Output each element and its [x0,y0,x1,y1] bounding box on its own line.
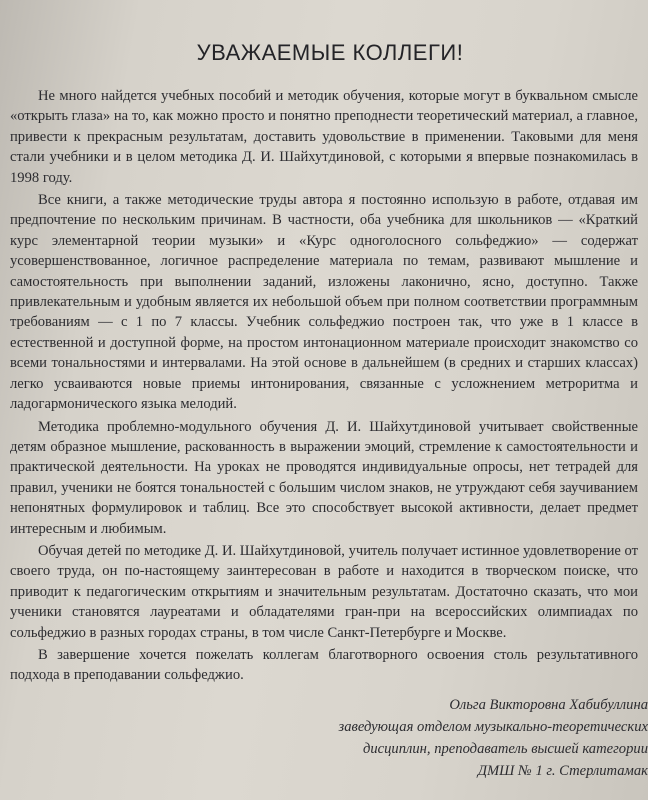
paragraph-3: Методика проблемно-модульного обучения Д. И. Шайхутдиновой учитывает свойственные детям образное мышление, раскованность в выражении эмоций, стремление к самостоятельности и практической деятельности. На уроках не проводятся индивидуальные опросы, нет тетрадей для правил, ученики не боятся тональностей с большим числом знаков, не утруждают себя заучиванием непонятных формулировок и таблиц. Все это способствует высокой активности, делает предмет интересным и любимым. [10,418,638,537]
paragraph-1: Не много найдется учебных пособий и методик обучения, которые могут в буквальном смысле «открыть глаза» на то, как можно просто и понятно преподнести теоретический материал, а главное, привести к прекрасным результатам, доставить удовольствие в применении. Таковыми для меня стали учебники и в целом методика Д. И. Шайхутдиновой, с которыми я впервые познакомилась в 1998 году. [10,88,638,186]
paragraph-2: Все книги, а также методические труды автора я постоянно использую в работе, отдавая им предпочтение по нескольким причинам. В частности, оба учебника для школьников — «Краткий курс элементарной теории музыки» и «Курс одноголосного сольфеджио» — содержат усовершенствованное, логичное распределение материала по темам, развивают мышление и самостоятельность при выполнении заданий, изложены лаконично, ясно, доступно. Также привлекательным и удобным является их небольшой объем при полном соответствии программным требованиям — с 1 по 7 классы. Учебник сольфеджио построен так, что уже в 1 классе в естественной и доступной форме, на простом интонационном материале происходит знакомство со всеми тональностями и интервалами. На этой основе в дальнейшем (в средних и старших классах) легко усваиваются новые приемы интонирования, связанные с усложнением метроритма и ладогармонического языка мелодий. [10,192,638,413]
author-school: ДМШ № 1 г. Стерлитамак [477,763,648,779]
author-position-line-2: дисциплин, преподаватель высшей категории [362,741,648,757]
signature-block [200,694,648,782]
author-position-line-1: заведующая отделом музыкально-теоретических [338,719,648,735]
paragraph-5: В завершение хочется пожелать коллегам благотворного освоения столь результативного подхода в преподавании сольфеджио. [10,646,638,684]
paragraph-4: Обучая детей по методике Д. И. Шайхутдиновой, учитель получает истинное удовлетворение от своего труда, он по-настоящему заинтересован в работе и находится в творческом поиске, что приводит к педагогическим открытиям и значительным результатам. Достаточно сказать, что мои ученики становятся лауреатами и обладателями гран-при на всероссийских олимпиадах по сольфеджио в разных городах страны, в том числе Санкт-Петербурге и Москве. [10,542,638,641]
letter-body [10,86,638,688]
page-title: УВАЖАЕМЫЕ КОЛЛЕГИ! [196,40,464,65]
author-name: Ольга Викторовна Хабибуллина [449,697,648,713]
